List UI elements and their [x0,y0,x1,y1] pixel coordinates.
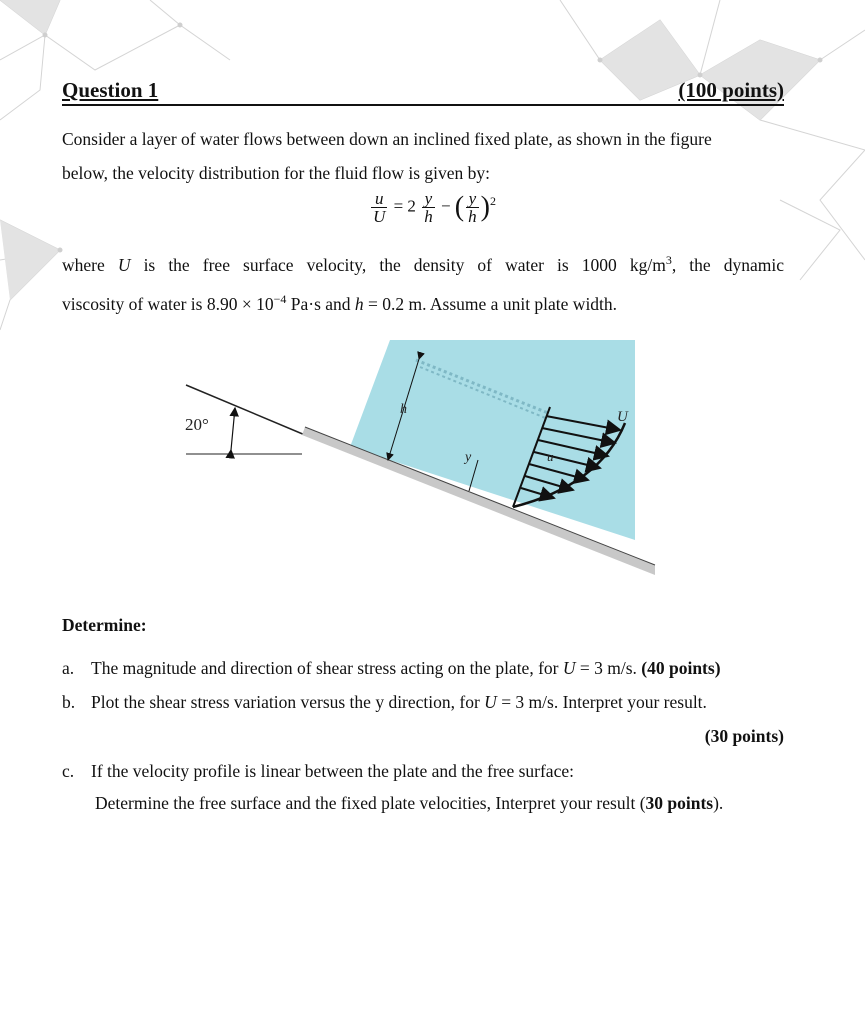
item-b-points: (30 points) [704,726,784,746]
conditions-line-1: where U is the free surface velocity, the density of water is 1000 $kg/m^3$, the dynamic [62,253,784,275]
conditions-paragraph [62,243,784,321]
exponent: 2 [489,193,496,208]
determine-heading: Determine: [62,615,147,635]
equals-two: = 2 [393,196,416,216]
h-label: h [400,402,407,417]
U-label: U [617,409,628,425]
angle-label: 20° [185,415,209,434]
inclined-plate-figure [180,335,670,580]
y-label: y [465,450,472,465]
item-c-subline: Determine the free surface and the fixed plate velocities, Interpret your result (30 points). [95,793,724,813]
intro-line-2: below, the velocity distribution for the fluid flow is given by: [62,163,491,183]
minus-sign: − [440,196,451,216]
question-points: (100 points) [678,78,784,102]
fraction-u-over-U: $\frac{u}{U}$ [373,189,386,226]
question-title: Question 1 [62,78,159,102]
conditions-line-2: viscosity of water is $8.90 \times 10^{-4}$ Pa·s and h = 0.2 m. Assume a unit plate width. [62,291,618,314]
fraction-y-over-h: $\frac{y}{h}$ [424,189,433,226]
question-header [62,78,784,106]
intro-line-1: Consider a layer of water flows between down an inclined fixed plate, as shown in the figure [62,129,712,149]
velocity-equation: $\frac{u}{U}$ = 2 $\frac{y}{h}$ − ( $\frac{y}{h}$ )$^2$ [373,189,496,226]
fraction-y-over-h-squared: $\frac{y}{h}$ [468,189,477,226]
u-label: u [547,449,554,464]
intro-paragraph [62,122,784,190]
angle-arrow [231,408,235,450]
